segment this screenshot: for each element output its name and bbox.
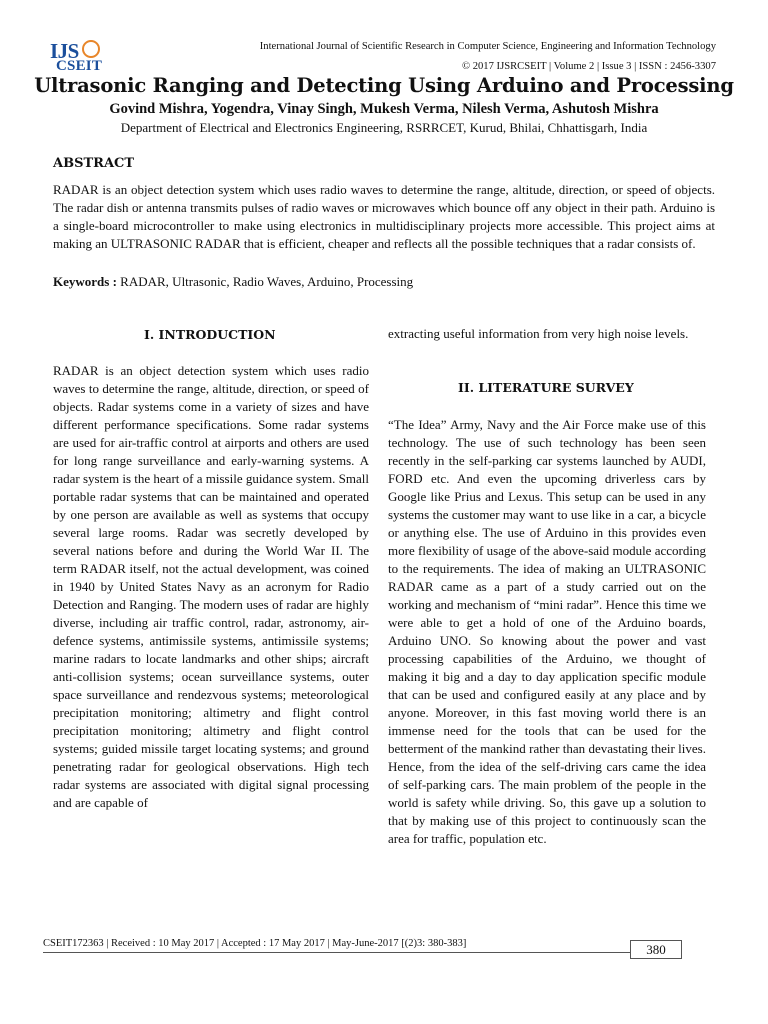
logo-ring-icon bbox=[82, 40, 100, 58]
literature-text: “The Idea” Army, Navy and the Air Force make use of this technology. The use of such technology has been seen recently in the self-parking car systems launched by AUDI, FORD etc. And even the upcoming driverless cars by Google like Prius and Lexus. This setup can be used in any systems the customer may want to use like in a car, a bicycle or anything else. The use of Arduino in this provides even more flexibility of usage of the above-said module according to the requirements. The idea of making an ULTRASONIC RADAR came as a part of a study carried out on the working and mechanism of “mini radar”. Hence this time we were able to get a hold of one of the Arduino boards, Arduino UNO. So knowing about the power and vast processing capabilities of the Arduino, we thought of making it big and a day to day application specific module that can be used and configured easily at any place and by anyone. Moreover, in this fast moving world there is an immense need for the tools that can be used for the betterment of the mankind rather than devastating their lives. Hence, from the idea of the self-driving cars came the idea of self-parking cars. The main problem of the people in the world is safety while driving. So, this gave up a solution to that by making use of this project to continuously scan the area for traffic, population etc. bbox=[388, 417, 706, 846]
keywords-label: Keywords : bbox=[53, 274, 117, 289]
intro-text: RADAR is an object detection system which uses radio waves to determine the range, altitude, direction, or speed of objects. Radar systems come in a variety of sizes and have different performance specifications. Some radar systems are used for air-traffic control at airports and others are used for long range surveillance and early-warning systems. A radar system is the heart of a missile guidance system. Small portable radar systems that can be maintained and operated by one person are available as well as systems that occupy several large rooms. Radar was secretly developed by several nations before and during the World War II. The term RADAR itself, not the actual development, was coined in 1940 by United States Navy as an acronym for Radio Detection and Ranging. The modern uses of radar are highly diverse, including air traffic control, radar, astronomy, air-defence systems, antimissile systems, antimissile systems; marine radars to locate landmarks and other ships; aircraft anti-collision systems; ocean surveillance systems, outer space surveillance and rendezvous systems; meteorological precipitation monitoring; altimetry and flight control precipitation monitoring; altimetry and flight control systems; guided missile target locating systems; and ground penetrating radar for geological observations. High tech radar systems are associated with digital signal processing and are capable of bbox=[53, 363, 369, 810]
logo-text-bottom: CSEIT bbox=[56, 58, 103, 74]
abstract-text: RADAR is an object detection system which uses radio waves to determine the range, altitude, direction, or speed of objects. The radar dish or antenna transmits pulses of radio waves or microwaves which bounce off any object in their path. Arduino is a single-board microcontroller to make using electronics in multidisciplinary projects more accessible. This project aims at making an ULTRASONIC RADAR that is efficient, cheaper and reflects all the possible techniques that a radar consists of. bbox=[53, 182, 715, 251]
keywords-list: RADAR, Ultrasonic, Radio Waves, Arduino, Processing bbox=[120, 274, 414, 289]
journal-name: International Journal of Scientific Research in Computer Science, Engineering and Information Technology bbox=[259, 41, 716, 52]
footer-citation: CSEIT172363 | Received : 10 May 2017 | Accepted : 17 May 2017 | May-June-2017 [(2)3: 380-383] bbox=[43, 938, 467, 949]
keywords-line bbox=[53, 274, 413, 290]
paper-title: Ultrasonic Ranging and Detecting Using Arduino and Processing bbox=[34, 74, 734, 97]
logo-text-top: IJS bbox=[50, 39, 79, 63]
issue-line: © 2017 IJSRCSEIT | Volume 2 | Issue 3 | ISSN : 2456-3307 bbox=[462, 61, 716, 72]
intro-heading: I. INTRODUCTION bbox=[144, 327, 276, 342]
footer-divider bbox=[43, 952, 630, 953]
paper-affiliation: Department of Electrical and Electronics Engineering, RSRRCET, Kurud, Bhilai, Chhattisgarh, India bbox=[120, 120, 648, 135]
page-number: 380 bbox=[630, 940, 682, 959]
abstract-heading: ABSTRACT bbox=[53, 156, 135, 171]
intro-continued-text: extracting useful information from very high noise levels. bbox=[388, 326, 689, 341]
literature-heading: II. LITERATURE SURVEY bbox=[458, 380, 634, 395]
paper-authors: Govind Mishra, Yogendra, Vinay Singh, Mukesh Verma, Nilesh Verma, Ashutosh Mishra bbox=[109, 101, 659, 117]
